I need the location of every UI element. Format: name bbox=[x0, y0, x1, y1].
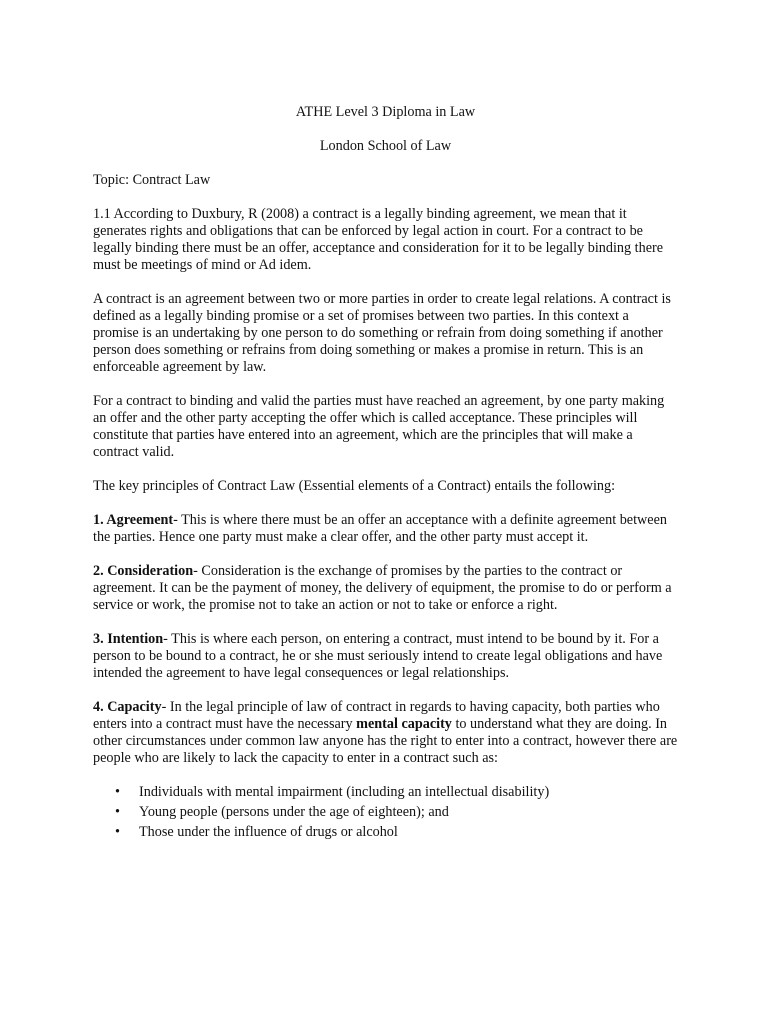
capacity-text-after: to understand what they are doing. In other circumstances under common law anyone has the right to enter into a contract, however there are people who are likely to lack the capacity to enter in a contract such as: bbox=[93, 716, 678, 766]
list-item bbox=[115, 784, 678, 801]
topic-line: Topic: Contract Law bbox=[93, 172, 211, 188]
term-agreement: 1. Agreement bbox=[93, 512, 174, 528]
paragraph-key-principles: The key principles of Contract Law (Essential elements of a Contract) entails the following: bbox=[93, 478, 616, 494]
bullet-text: Those under the influence of drugs or alcohol bbox=[139, 824, 398, 840]
capacity-text-before: - In the legal principle of law of contract in regards to having capacity, both parties who enters into a contract must have the necessary bbox=[93, 699, 660, 732]
paragraph-duxbury: 1.1 According to Duxbury, R (2008) a contract is a legally binding agreement, we mean that it generates rights and obligations that can be enforced by legal action in court. For a contract to be legally binding there must be an offer, acceptance and consideration for it to be legally binding there must be meetings of mind or Ad idem. bbox=[93, 206, 664, 273]
list-item bbox=[115, 804, 678, 821]
capacity-bullet-list bbox=[93, 784, 678, 841]
intention-text: - This is where each person, on entering a contract, must intend to be bound by it. For a person to be bound to a contract, he or she must seriously intend to create legal obligations and have intended the agreement to have legal consequences or legal relationships. bbox=[93, 631, 663, 681]
capacity-emphasis: mental capacity bbox=[356, 716, 452, 732]
agreement-text: - This is where there must be an offer an acceptance with a definite agreement between the parties. Hence one party must make a clear offer, and the other party must accept it. bbox=[93, 512, 667, 545]
bullet-text: Young people (persons under the age of eighteen); and bbox=[139, 804, 449, 820]
element-intention bbox=[93, 631, 678, 682]
bullet-icon: • bbox=[115, 784, 120, 800]
element-consideration bbox=[93, 563, 678, 614]
bullet-icon: • bbox=[115, 804, 120, 820]
term-consideration: 2. Consideration bbox=[93, 563, 194, 579]
paragraph-definition: A contract is an agreement between two or more parties in order to create legal relations. A contract is defined as a legally binding promise or a set of promises between two parties. In this context a promise is an undertaking by one person to do something or refrain from doing something if another person does something or refrains from doing something or makes a promise in return. This is an enforceable agreement by law. bbox=[93, 291, 671, 375]
bullet-text: Individuals with mental impairment (including an intellectual disability) bbox=[139, 784, 550, 800]
list-item bbox=[115, 824, 678, 841]
element-capacity bbox=[93, 699, 678, 767]
consideration-text: - Consideration is the exchange of promises by the parties to the contract or agreement. It can be the payment of money, the delivery of equipment, the promise to do or perform a service or work, the promise not to take an action or not to take or enforce a right. bbox=[93, 563, 672, 613]
term-intention: 3. Intention bbox=[93, 631, 164, 647]
school-name: London School of Law bbox=[319, 138, 452, 154]
element-agreement bbox=[93, 512, 678, 546]
paragraph-validity: For a contract to binding and valid the parties must have reached an agreement, by one party making an offer and the other party accepting the offer which is called acceptance. These principles will constitute that parties have entered into an agreement, which are the principles that will make a contract valid. bbox=[93, 393, 665, 460]
document-title: ATHE Level 3 Diploma in Law bbox=[295, 104, 476, 120]
bullet-icon: • bbox=[115, 824, 120, 840]
term-capacity: 4. Capacity bbox=[93, 699, 162, 715]
